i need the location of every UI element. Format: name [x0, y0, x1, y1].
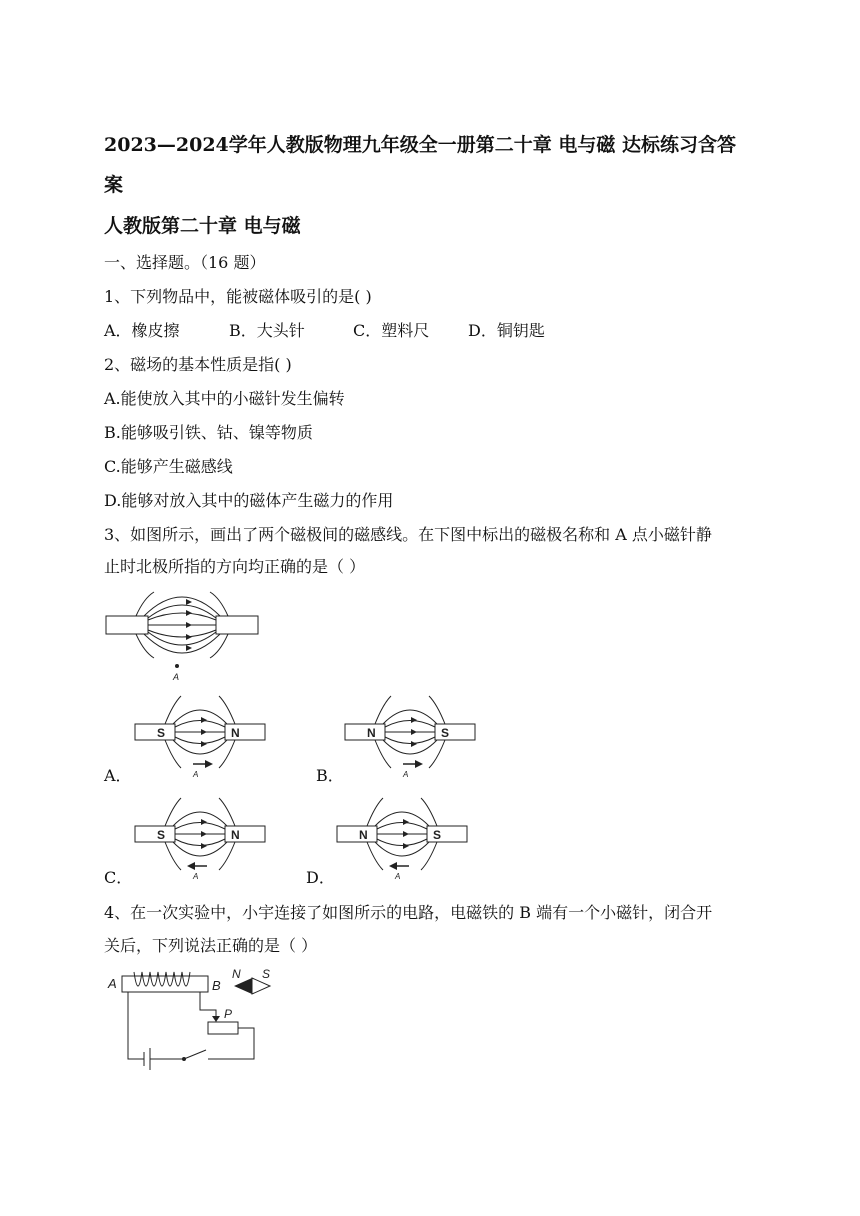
q3-choice-b: B．: [316, 766, 344, 785]
svg-text:N: N: [359, 828, 368, 842]
q2-option-a: A.能使放入其中的小磁针发生偏转: [104, 389, 345, 408]
doc-title-line2: 案: [104, 174, 124, 196]
section-heading: 一、选择题。（16 题）: [104, 253, 266, 272]
q3-figure-b: [343, 694, 478, 780]
svg-text:A: A: [193, 770, 199, 779]
svg-text:A: A: [108, 976, 117, 991]
needle-arrow: [205, 760, 213, 768]
svg-text:P: P: [224, 1007, 233, 1021]
svg-text:A: A: [395, 872, 401, 881]
q3-figure-a: [133, 694, 268, 780]
q3-figure-c: [133, 796, 268, 882]
svg-text:S: S: [441, 726, 450, 740]
svg-text:A: A: [403, 770, 409, 779]
svg-text:N: N: [231, 828, 240, 842]
q3-figure-d: [335, 796, 470, 882]
doc-title-line1: 2023—2024学年人教版物理九年级全一册第二十章 电与磁 达标练习含答: [104, 134, 736, 156]
pole-s: S: [157, 726, 166, 740]
q3-choice-d: D．: [306, 868, 335, 887]
q1-option-b: B．大头针: [229, 321, 305, 340]
q1-option-a: A．橡皮擦: [104, 321, 180, 340]
q2-option-d: D.能够对放入其中的磁体产生磁力的作用: [104, 491, 394, 510]
q3-stem-line1: 3、如图所示，画出了两个磁极间的磁感线。在下图中标出的磁极名称和 A 点小磁针静: [104, 525, 712, 544]
left-magnet: [106, 616, 148, 634]
needle-s-label: S: [262, 967, 271, 981]
q1-option-c: C．塑料尺: [353, 321, 430, 340]
q1-stem: 1、下列物品中，能被磁体吸引的是( ): [104, 287, 372, 306]
svg-text:B: B: [212, 978, 221, 993]
q1-option-d: D．铜钥匙: [468, 321, 545, 340]
q4-circuit-figure: [104, 964, 300, 1074]
right-magnet: [216, 616, 258, 634]
q3-choice-a: A．: [104, 766, 132, 785]
q2-stem: 2、磁场的基本性质是指( ): [104, 355, 292, 374]
q4-stem-line2: 关后，下列说法正确的是（ ）: [104, 936, 318, 955]
rheostat: [208, 1022, 238, 1034]
doc-subtitle: 人教版第二十章 电与磁: [104, 215, 301, 237]
q3-stem-line2: 止时北极所指的方向均正确的是（ ）: [104, 557, 366, 576]
q2-option-b: B.能够吸引铁、钴、镍等物质: [104, 423, 313, 442]
q3-point-label: A: [173, 672, 180, 682]
svg-text:N: N: [367, 726, 376, 740]
q3-main-figure: [104, 590, 264, 682]
q2-option-c: C.能够产生磁感线: [104, 457, 233, 476]
svg-text:S: S: [433, 828, 442, 842]
q3-choice-c: C．: [104, 868, 133, 887]
svg-text:S: S: [157, 828, 166, 842]
pole-n: N: [231, 726, 240, 740]
svg-text:A: A: [193, 872, 199, 881]
needle-n-label: N: [232, 967, 241, 981]
q4-stem-line1: 4、在一次实验中，小宇连接了如图所示的电路，电磁铁的 B 端有一个小磁针，闭合开: [104, 903, 713, 922]
